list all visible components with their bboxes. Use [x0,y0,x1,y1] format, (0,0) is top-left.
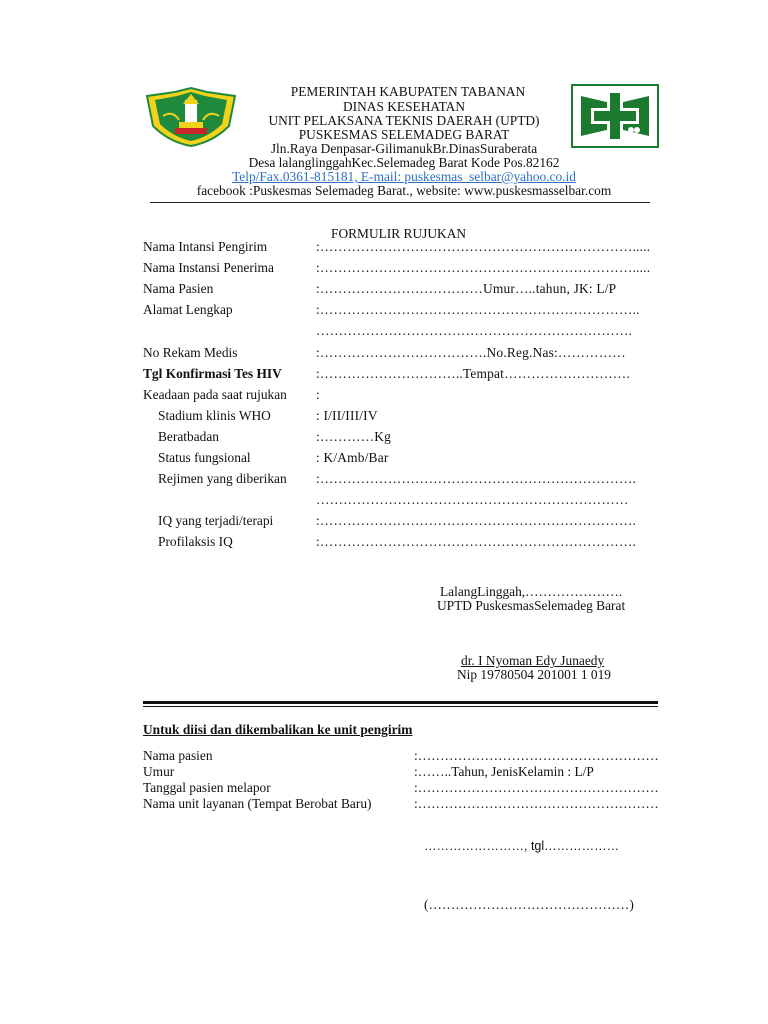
form-field-stadium-klinis-who[interactable]: : I/II/III/IV [316,408,378,423]
form-label-iq-terjadi-terapi: IQ yang terjadi/terapi [158,513,274,528]
header-line-3: UNIT PELAKSANA TEKNIS DAERAH (UPTD) [268,113,540,128]
form-field-alamat-lengkap-2[interactable]: ……………………………………………………………. [316,323,633,338]
form-field-rejimen[interactable]: :……………………………………………………………. [316,471,637,486]
form-label-status-fungsional: Status fungsional [158,450,251,465]
return-label-tanggal: Tanggal pasien melapor [143,780,271,795]
form-field-nama-pasien[interactable]: :………………………………Umur…..tahun, JK: L/P [316,281,617,296]
return-value-unit-layanan[interactable]: :……………………………………………… [414,796,659,811]
form-label-alamat-lengkap: Alamat Lengkap [143,302,233,317]
form-label-keadaan-rujukan: Keadaan pada saat rujukan [143,387,287,402]
signature-institution: UPTD PuskesmasSelemadeg Barat [437,598,626,613]
contact-link[interactable]: Telp/Fax.0361-815181, E-mail: puskesmas_selbar@yahoo.co.id [232,169,576,184]
form-field-instansi-penerima[interactable]: :……………………………………………………………..... [316,260,651,275]
form-field-iq-terjadi-terapi[interactable]: :……………………………………………………………. [316,513,637,528]
section-divider-thin [143,706,658,707]
return-value-nama-pasien[interactable]: :……………………………………………… [414,748,659,763]
header-divider [150,202,650,203]
section-divider [143,701,658,704]
form-label-instansi-penerima: Nama Instansi Penerima [143,260,274,275]
header-line-5: Jln.Raya Denpasar-GilimanukBr.DinasSuraberata [270,141,538,156]
form-field-rejimen-2[interactable]: …………………………………………………………… [316,492,629,507]
return-value-tanggal[interactable]: :……………………………………………… [414,780,659,795]
signature-place-date: LalangLinggah,…………………. [440,584,623,599]
return-signature-line[interactable]: (………………………………………) [424,897,634,912]
form-field-alamat-lengkap[interactable]: :…………………………………………………………….. [316,302,640,317]
form-field-no-rekam-medis[interactable]: :……………………………….No.Reg.Nas:…………… [316,345,626,360]
return-label-nama-pasien: Nama pasien [143,748,213,763]
form-field-beratbadan[interactable]: :…………Kg [316,429,392,444]
return-value-umur[interactable]: :……..Tahun, JenisKelamin : L/P [414,764,594,779]
form-field-tgl-konfirmasi-tes-hiv[interactable]: :…………………………..Tempat………………………. [316,366,630,381]
header-line-2: DINAS KESEHATAN [342,99,466,114]
header-line-4: PUSKESMAS SELEMADEG BARAT [298,127,510,142]
form-title: FORMULIR RUJUKAN [331,226,467,241]
form-label-nama-pasien: Nama Pasien [143,281,214,296]
form-field-intansi-pengirim[interactable]: :……………………………………………………………..... [316,239,651,254]
return-label-unit-layanan: Nama unit layanan (Tempat Berobat Baru) [143,796,372,811]
header-line-1: PEMERINTAH KABUPATEN TABANAN [290,84,526,99]
return-label-umur: Umur [143,764,175,779]
website-line: facebook :Puskesmas Selemadeg Barat., website: www.puskesmasselbar.com [196,183,612,198]
return-date-line[interactable]: ……………………, tgl……………… [424,839,620,853]
form-label-no-rekam-medis: No Rekam Medis [143,345,238,360]
signature-name: dr. I Nyoman Edy Junaedy [461,653,605,668]
return-section-title: Untuk diisi dan dikembalikan ke unit pengirim [143,722,413,737]
form-label-rejimen: Rejimen yang diberikan [158,471,287,486]
form-label-intansi-pengirim: Nama Intansi Pengirim [143,239,268,254]
header-line-6: Desa lalanglinggahKec.Selemadeg Barat Kode Pos.82162 [248,155,560,170]
form-label-tgl-konfirmasi-tes-hiv: Tgl Konfirmasi Tes HIV [143,366,282,381]
form-field-status-fungsional[interactable]: : K/Amb/Bar [316,450,389,465]
form-field-keadaan-rujukan[interactable]: : [316,387,320,402]
form-label-profilaksis-iq: Profilaksis IQ [158,534,233,549]
signature-nip: Nip 19780504 201001 1 019 [457,667,611,682]
form-label-stadium-klinis-who: Stadium klinis WHO [158,408,271,423]
form-field-profilaksis-iq[interactable]: :……………………………………………………………. [316,534,637,549]
form-label-beratbadan: Beratbadan [158,429,219,444]
